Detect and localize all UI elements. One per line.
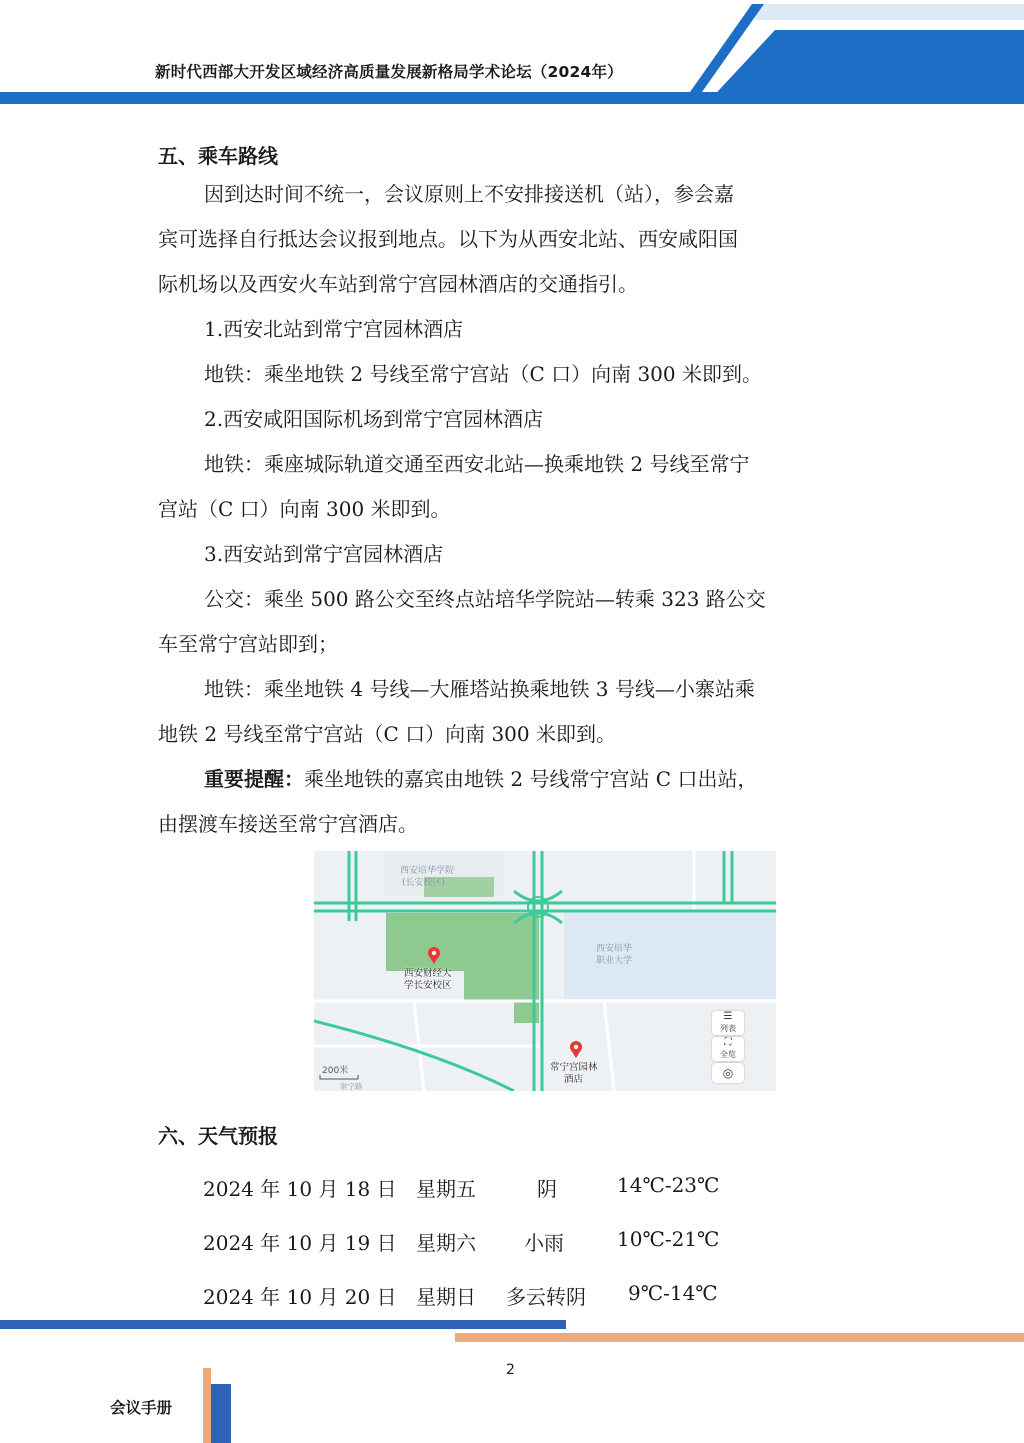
header-stripe-main bbox=[706, 30, 1024, 104]
footer-rule-orange bbox=[455, 1333, 1024, 1342]
route2-metro-line-1: 地铁：乘座城际轨道交通至西安北站—换乘地铁 2 号线至常宁 bbox=[204, 452, 750, 476]
header-title: 新时代西部大开发区域经济高质量发展新格局学术论坛（2024年） bbox=[155, 63, 623, 81]
map-label-peihua-1: 西安培华学院 bbox=[400, 866, 455, 876]
weather-date: 2024 年 10 月 18 日 bbox=[203, 1177, 397, 1201]
route1-metro: 地铁：乘坐地铁 2 号线至常宁宫站（C 口）向南 300 米即到。 bbox=[204, 362, 762, 386]
intro-line-2: 宾可选择自行抵达会议报到地点。以下为从西安北站、西安咸阳国 bbox=[158, 227, 738, 251]
route2-metro-line-2: 宫站（C 口）向南 300 米即到。 bbox=[158, 497, 451, 521]
map-locate-button[interactable] bbox=[712, 1063, 744, 1083]
footer-label: 会议手册 bbox=[110, 1399, 173, 1417]
map-overview-button[interactable] bbox=[712, 1037, 744, 1061]
map-overview-label: 全览 bbox=[720, 1050, 736, 1059]
reminder-text: 乘坐地铁的嘉宾由地铁 2 号线常宁宫站 C 口出站， bbox=[304, 767, 758, 791]
section-heading-routes: 五、乘车路线 bbox=[158, 144, 278, 168]
map-label-vocational-2: 职业大学 bbox=[596, 956, 633, 966]
header-stripe-light bbox=[748, 4, 1024, 20]
map-road-label: 常宁路 bbox=[340, 1082, 363, 1091]
map-scale: 200米 bbox=[322, 1066, 349, 1076]
weather-condition: 阴 bbox=[537, 1177, 557, 1201]
weather-row bbox=[0, 1227, 1024, 1257]
weather-condition: 小雨 bbox=[524, 1231, 564, 1255]
location-map[interactable] bbox=[314, 851, 776, 1091]
reminder-line-2: 由摆渡车接送至常宁宫酒店。 bbox=[158, 812, 418, 836]
weather-weekday: 星期日 bbox=[416, 1285, 476, 1309]
header-underline bbox=[0, 92, 740, 104]
weather-temp: 14℃-23℃ bbox=[617, 1173, 720, 1197]
weather-row bbox=[0, 1173, 1024, 1203]
route3-bus-line-2: 车至常宁宫站即到； bbox=[158, 632, 338, 656]
map-canvas bbox=[314, 851, 776, 1091]
footer-accent-orange bbox=[203, 1368, 211, 1443]
overview-icon: ⛶ bbox=[724, 1037, 732, 1048]
map-label-hotel-2: 酒店 bbox=[564, 1074, 584, 1085]
map-label-campus-2: 学长安校区 bbox=[404, 980, 452, 991]
intro-line-1: 因到达时间不统一，会议原则上不安排接送机（站），参会嘉 bbox=[204, 182, 734, 206]
map-label-campus-1: 西安财经大 bbox=[404, 968, 452, 979]
list-icon: ☰ bbox=[723, 1011, 733, 1022]
weather-temp: 9℃-14℃ bbox=[628, 1281, 718, 1305]
reminder-label: 重要提醒： bbox=[204, 767, 304, 791]
reminder-line-1 bbox=[204, 757, 757, 802]
route3-metro-line-1: 地铁：乘坐地铁 4 号线—大雁塔站换乘地铁 3 号线—小寨站乘 bbox=[204, 677, 755, 701]
header-banner bbox=[0, 0, 1024, 104]
map-label-vocational-1: 西安培华 bbox=[596, 944, 633, 954]
footer-accent-blue bbox=[211, 1384, 231, 1443]
route3-title: 3.西安站到常宁宫园林酒店 bbox=[204, 542, 444, 566]
route1-title: 1.西安北站到常宁宫园林酒店 bbox=[204, 317, 464, 341]
route3-bus-line-1: 公交：乘坐 500 路公交至终点站培华学院站—转乘 323 路公交 bbox=[204, 587, 766, 611]
map-label-hotel-1: 常宁宫园林 bbox=[550, 1062, 598, 1073]
weather-weekday: 星期六 bbox=[416, 1231, 476, 1255]
intro-line-3: 际机场以及西安火车站到常宁宫园林酒店的交通指引。 bbox=[158, 272, 638, 296]
footer-rule-blue bbox=[0, 1320, 566, 1329]
weather-row bbox=[0, 1281, 1024, 1311]
locate-icon: ◎ bbox=[722, 1066, 734, 1080]
map-list-label: 列表 bbox=[720, 1024, 736, 1033]
map-label-peihua-2: (长安校区) bbox=[402, 878, 446, 888]
route2-title: 2.西安咸阳国际机场到常宁宫园林酒店 bbox=[204, 407, 544, 431]
route3-metro-line-2: 地铁 2 号线至常宁宫站（C 口）向南 300 米即到。 bbox=[158, 722, 616, 746]
page-number: 2 bbox=[506, 1362, 515, 1378]
weather-date: 2024 年 10 月 19 日 bbox=[203, 1231, 397, 1255]
map-list-button[interactable] bbox=[712, 1011, 744, 1035]
section-heading-weather: 六、天气预报 bbox=[158, 1124, 278, 1148]
weather-temp: 10℃-21℃ bbox=[617, 1227, 720, 1251]
weather-condition: 多云转阴 bbox=[506, 1285, 586, 1309]
weather-date: 2024 年 10 月 20 日 bbox=[203, 1285, 397, 1309]
weather-weekday: 星期五 bbox=[416, 1177, 476, 1201]
